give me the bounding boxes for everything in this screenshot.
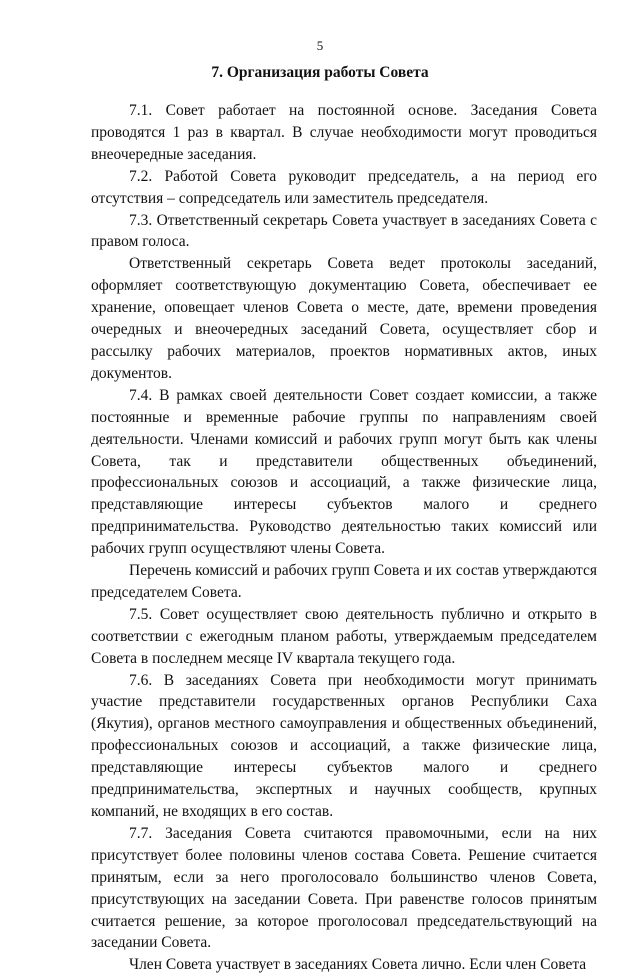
paragraph-7-4: 7.4. В рамках своей деятельности Совет создает комиссии, а также постоянные и временные рабочие группы по направлениям своей деятельности. Членами комиссий и рабочих групп могут быть как члены Совета, так и представители общественных объединений, профессиональных союзов и ассоциаций, а также физические лица, представляющие интересы субъектов малого и среднего предпринимательства. Руководство деятельностью таких комиссий или рабочих групп осуществляют члены Совета.: [91, 386, 597, 558]
paragraph-commissions-list: Перечень комиссий и рабочих групп Совета и их состав утверждаются председателем Совета.: [91, 562, 597, 601]
paragraph-personal-participation: Член Совета участвует в заседаниях Совета лично. Если член Совета: [129, 956, 587, 974]
paragraph-7-3: 7.3. Ответственный секретарь Совета участвует в заседаниях Совета с правом голоса.: [91, 211, 597, 251]
paragraph-secretary-duties: Ответственный секретарь Совета ведет протоколы заседаний, оформляет соответствующую документацию Совета, обеспечивает ее хранение, оповещает членов Совета о месте, дате, времени проведения очередных и внеочередных заседаний Совета, осуществляет сбор и рассылку рабочих материалов, проектов нормативных актов, иных документов.: [91, 255, 597, 382]
section-title: 7. Организация работы Совета: [211, 64, 429, 81]
paragraph-7-2: 7.2. Работой Совета руководит председатель, а на период его отсутствия – сопредседатель или заместитель председателя.: [91, 167, 597, 207]
page-number: 5: [316, 38, 324, 53]
paragraph-7-1: 7.1. Совет работает на постоянной основе. Заседания Совета проводятся 1 раз в квартал. В случае необходимости могут проводиться внеочередные заседания.: [91, 102, 597, 163]
body-text: [91, 100, 597, 976]
paragraph-7-5: 7.5. Совет осуществляет свою деятельность публично и открыто в соответствии с ежегодным планом работы, утверждаемым председателем Совета в последнем месяце IV квартала текущего года.: [91, 605, 597, 667]
paragraph-7-6: 7.6. В заседаниях Совета при необходимости могут принимать участие представители государственных органов Республики Саха (Якутия), органов местного самоуправления и общественных объединений, профессиональных союзов и ассоциаций, а также физические лица, представляющие интересы субъектов малого и среднего предпринимательства, экспертных и научных сообществ, крупных компаний, не входящих в его состав.: [91, 671, 597, 820]
paragraph-7-7: 7.7. Заседания Совета считаются правомочными, если на них присутствует более половины членов состава Совета. Решение считается принятым, если за него проголосовало большинство членов Совета, присутствующих на заседании Совета. При равенстве голосов принятым считается решение, за которое проголосовал председательствующий на заседании Совета.: [91, 824, 597, 952]
